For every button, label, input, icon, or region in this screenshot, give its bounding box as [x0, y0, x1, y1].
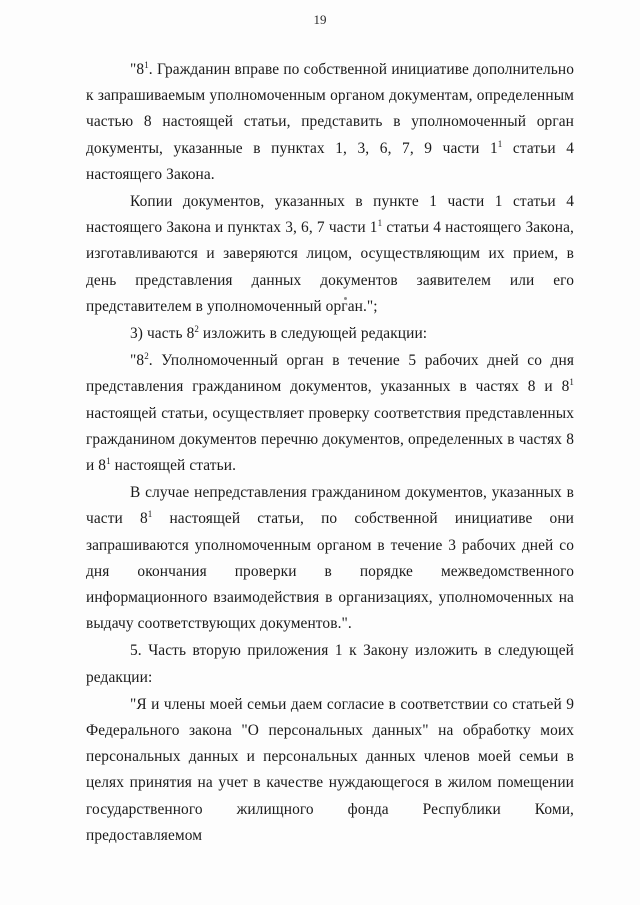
superscript: 2 [144, 351, 149, 362]
superscript: 1 [377, 218, 383, 229]
paragraph-text: статьи 4 настоящего Закона. [86, 139, 574, 183]
paragraph-text: "Я и члены моей семьи даем согласие в соответствии со статьей 9 Федерального закона "О персональных данных" на обработку моих персональных данных и персональных данных членов моей семьи в целях принятия на учет в качестве нуждающегося в жилом помещении государственного жилищного фонда Республики Коми, предоставляемом [86, 695, 574, 844]
paragraph-text: В случае непредставления гражданином документов, указанных в части 8 [86, 484, 574, 528]
paragraph-p2 [86, 189, 574, 320]
superscript: 1 [569, 377, 574, 388]
paragraph-p5 [86, 480, 574, 637]
paragraph-p4 [86, 348, 574, 479]
page-number: 19 [313, 12, 327, 27]
superscript: 1 [106, 456, 111, 467]
paragraph-text: статьи 4 настоящего Закона, изготавливаются и заверяются лицом, осуществляющим их прием, в день представления данных документов заявителем или его представителем в уполномоченный орган."; [86, 219, 574, 315]
document-body [86, 57, 574, 849]
paragraph-p6 [86, 638, 574, 690]
paragraph-text: "8 [130, 61, 145, 78]
superscript: 2 [194, 324, 199, 335]
paragraph-text: настоящей статьи, осуществляет проверку соответствия представленных гражданином документов перечню документов, определенных в частях 8 и 8 [86, 404, 574, 475]
superscript: 1 [144, 60, 149, 70]
paragraph-p7 [86, 692, 574, 849]
superscript: 1 [147, 509, 153, 520]
paragraph-text: 3) часть 8 [130, 325, 195, 343]
paragraph-text: изложить в следующей редакции: [198, 325, 428, 343]
paragraph-text: "8 [130, 352, 145, 370]
superscript: 1 [497, 138, 503, 149]
paragraph-text: настоящей статьи. [110, 457, 237, 475]
paragraph-text: настоящей статьи, по собственной инициативе они запрашиваются уполномоченным органом в течение 3 рабочих дней со дня окончания проверки в порядке межведомственного информационного взаимодействия в организациях, уполномоченных на выдачу соответствующих документов.". [86, 510, 574, 633]
paragraph-text: 5. Часть вторую приложения 1 к Закону изложить в следующей редакции: [86, 642, 574, 686]
paragraph-p3 [86, 321, 574, 347]
paragraph-text: . Уполномоченный орган в течение 5 рабочих дней со дня представления гражданином документов, указанных в частях 8 и 8 [86, 352, 574, 396]
paragraph-text: Копии документов, указанных в пункте 1 части 1 статьи 4 настоящего Закона и пунктах 3, 6, 7 части 1 [86, 193, 574, 237]
paragraph-p1 [86, 57, 574, 188]
paragraph-text: . Гражданин вправе по собственной инициативе дополнительно к запрашиваемым уполномоченным органом документам, определенным частью 8 настоящей статьи, представить в уполномоченный орган документы, указанные в пунктах 1, 3, 6, 7, 9 части 1 [86, 61, 574, 157]
